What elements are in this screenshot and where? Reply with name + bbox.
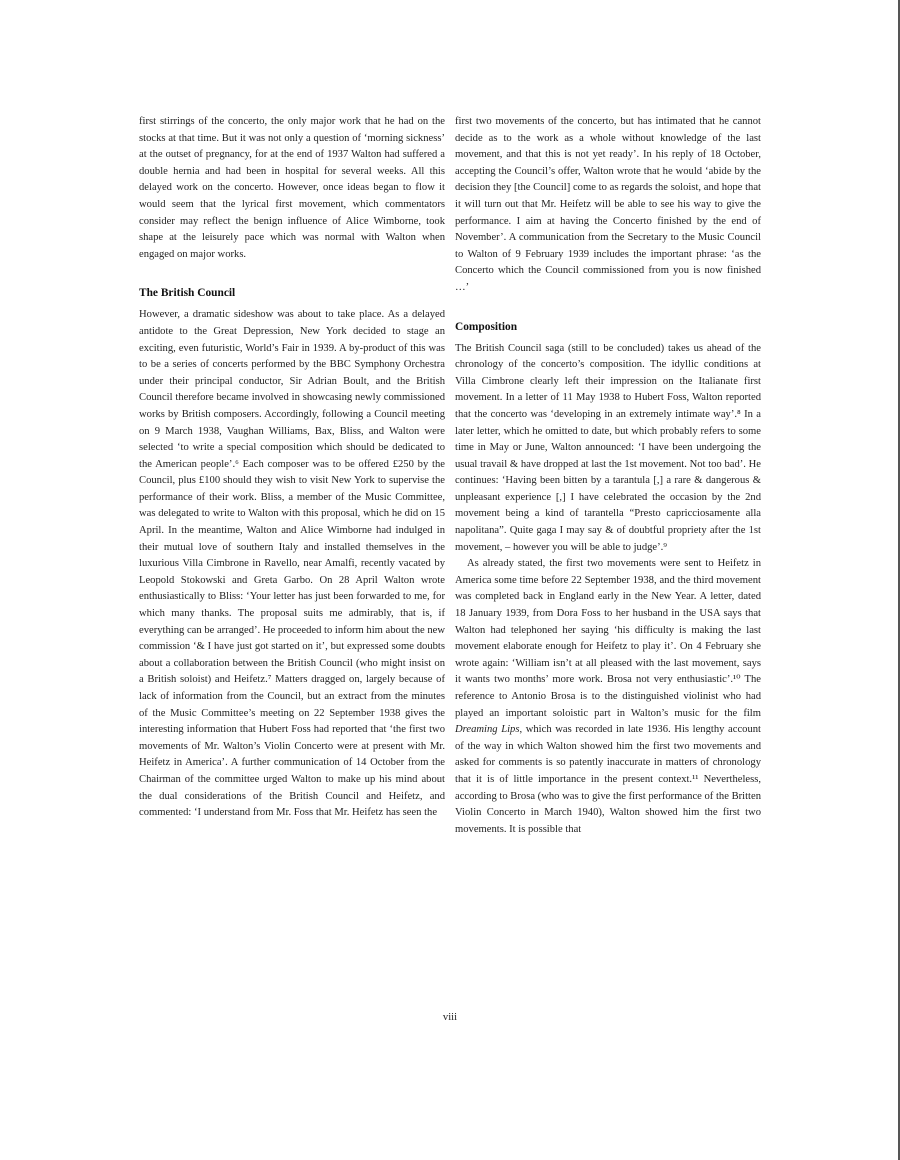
right-paragraph-3-text-a: As already stated, the first two movements were sent to Heifetz in America some time before 22 September 1938, and the third movement was completed back in England early in the New Year. A letter, dated 18 January 1939, from Dora Foss to her husband in the USA says that Walton had telephoned her saying ‘his difficulty is making the last movement elaborate enough for Heifetz to play it’. On 4 February she wrote again: ‘William isn’t at all pleased with the last movement, says it wants two months’ more work. Brosa not very enthusiastic’.¹⁰ The reference to Antonio Brosa is to the distinguished violinist who had played an important soloistic part in Walton’s music for the film — [455, 558, 761, 719]
left-paragraph-2: However, a dramatic sideshow was about to take place. As a delayed antidote to the Great Depression, New York decided to stage an exciting, even futuristic, World’s Fair in 1939. A by-product of this was to be a series of concerts performed by the BBC Symphony Orchestra under their principal conductor, Sir Adrian Boult, and the British Council therefore became involved in showcasing newly commissioned works by British composers. Accordingly, following a Council meeting on 9 March 1938, Vaughan Williams, Bax, Bliss, and Walton were selected ‘to write a special composition which should be dedicated to the American people’.⁶ Each composer was to be offered £250 by the Council, plus £100 should they wish to visit New York to supervise the performance of their work. Bliss, a member of the Music Committee, was delegated to write to Walton with this proposal, which he did on 15 April. In the meantime, Walton and Alice Wimborne had indulged in their mutual love of southern Italy and installed themselves in the luxurious Villa Cimbrone in Ravello, near Amalfi, recently vacated by Leopold Stokowski and Greta Garbo. On 28 April Walton wrote enthusiastically to Bliss: ‘Your letter has just been forwarded to me, for which many thanks. The proposal suits me admirably, that is, if everything can be arranged’. He proceeded to inform him about the new commission ‘& I have just got started on it’, but expressed some doubts about a collaboration between the British Council (who might insist on a British soloist) and Heifetz.⁷ Matters dragged on, largely because of lack of information from the Council, but an extract from the minutes of the Music Committee’s meeting on 22 September 1938 gives the interesting information that Hubert Foss had reported that ‘the first two movements of Mr. Walton’s Violin Concerto were at present with Mr. Heifetz in America’. A further communication of 14 October from the Chairman of the committee urged Walton to make up his mind about the dual considerations of the British Council and Heifetz, and commented: ‘I understand from Mr. Foss that Mr. Heifetz has seen the — [139, 309, 445, 819]
left-paragraph-1: first stirrings of the concerto, the only major work that he had on the stocks at that time. But it was not only a question of ‘morning sickness’ at the outset of pregnancy, for at the end of 1937 Walton had suffered a double hernia and had been in hospital for several weeks. All this delayed work on the concerto. However, once ideas began to flow it would seem that the lyrical first movement, which commentators consider may reflect the benign influence of Alice Wimborne, took shape at the leisurely pace which was normal with Walton when engaged on major works. — [139, 116, 445, 260]
section-heading-british-council: The British Council — [139, 287, 236, 300]
left-column — [139, 114, 445, 822]
page-number: viii — [442, 1012, 458, 1023]
right-column — [455, 114, 761, 838]
right-paragraph-1: first two movements of the concerto, but has intimated that he cannot decide as to the work as a whole without knowledge of the last movement, and that this is not yet ready’. In his reply of 18 October, accepting the Council’s offer, Walton wrote that he would ‘abide by the decision they [the Council] come to as regards the soloist, and hope that it will turn out that Mr. Heifetz will be able to see his way to give the performance. I aim at having the Concerto finished by the end of November’. A communication from the Secretary to the Music Council to Walton of 9 February 1939 includes the important phrase: ‘as the Concerto which the Council commissioned from you is now finished …’ — [455, 116, 761, 293]
right-paragraph-2: The British Council saga (still to be concluded) takes us ahead of the chronology of the concerto’s composition. The idyllic conditions at Villa Cimbrone clearly left their impression on the Italianate first movement. In a letter of 11 May 1938 to Hubert Foss, Walton reported that the concerto was ‘developing in an extremely intimate way’.⁸ In a later letter, which he omitted to date, but which probably refers to some time in May or June, Walton announced: ‘I have been undergoing the usual travail & have dropped at last the 1st movement. Not too bad’. He continues: ‘Having been bitten by a tarantula [,] a rare & dangerous & unpleasant experience [,] I have celebrated the occasion by the 2nd movement being a kind of tarantella “Presto capricciosamente alla napolitana”. Quite gaga I may say & of doubtful propriety after the 1st movement, – however you will be able to judge’.⁹ — [455, 342, 761, 553]
right-paragraph-3-text-b: , which was recorded in late 1936. His lengthy account of the way in which Walton showed him the first two movements and asked for comments is so patently inaccurate in matters of chronology that it is of little importance in the present context.¹¹ Nevertheless, according to Brosa (who was to give the first performance of the Britten Violin Concerto in March 1940), Walton showed him the first two movements. It is possible that — [455, 724, 761, 835]
film-title-italic: Dreaming Lips — [455, 724, 520, 736]
section-heading-composition: Composition — [455, 320, 518, 333]
right-paragraph-3 — [455, 556, 761, 838]
